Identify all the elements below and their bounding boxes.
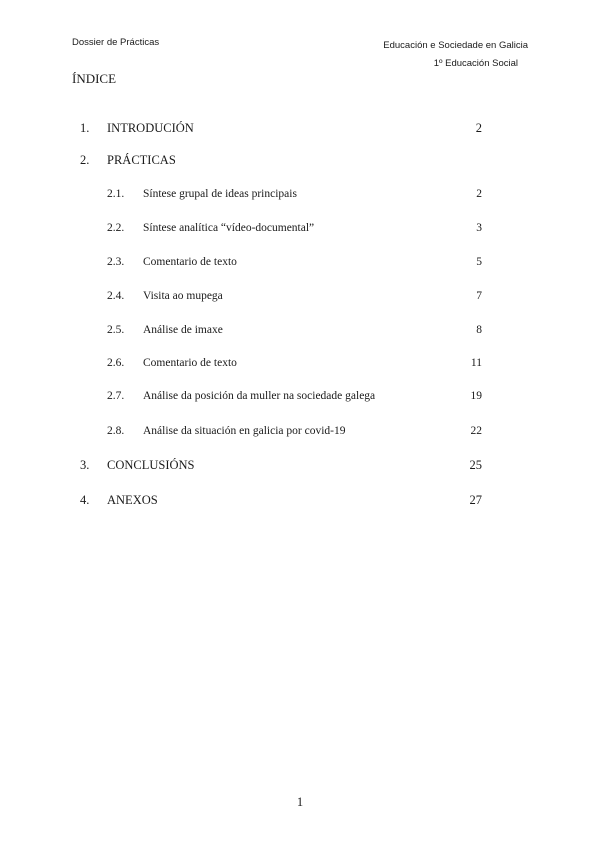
toc-entry-page: 8 bbox=[476, 324, 482, 336]
toc-entry-label: PRÁCTICAS bbox=[107, 153, 176, 167]
page-number: 1 bbox=[296, 795, 304, 809]
toc-entry-label: INTRODUCIÓN bbox=[107, 121, 194, 135]
toc-entry-label: Visita ao mupega bbox=[143, 290, 223, 302]
toc-entry-page: 22 bbox=[470, 425, 482, 437]
toc-entry-page: 5 bbox=[476, 256, 482, 268]
toc-entry-number: 4. bbox=[80, 493, 90, 507]
toc-entry-label: Comentario de texto bbox=[143, 357, 237, 369]
toc-title: ÍNDICE bbox=[72, 71, 117, 86]
toc-entry-page: 2 bbox=[476, 188, 482, 200]
toc-entry-number: 2.8. bbox=[107, 425, 125, 437]
toc-entry-number: 2.7. bbox=[107, 390, 125, 402]
toc-entry-label: Análise de imaxe bbox=[143, 324, 223, 336]
toc-entry-label: ANEXOS bbox=[107, 493, 158, 507]
toc-entry-label: CONCLUSIÓNS bbox=[107, 458, 195, 472]
toc-entry-page: 3 bbox=[476, 222, 482, 234]
toc-entry-page: 2 bbox=[475, 121, 482, 135]
toc-entry-number: 2.6. bbox=[107, 357, 125, 369]
toc-entry-label: Síntese grupal de ideas principais bbox=[143, 188, 297, 200]
toc-entry-label: Análise da posición da muller na sociedade galega bbox=[143, 390, 376, 402]
toc-entry-page: 25 bbox=[469, 458, 482, 472]
toc-entry-label: Análise da situación en galicia por covid-19 bbox=[143, 425, 346, 437]
toc-entry-number: 2. bbox=[80, 153, 90, 167]
toc-entry-number: 3. bbox=[80, 458, 90, 472]
toc-entry-page: 27 bbox=[469, 493, 482, 507]
toc-entry-label: Síntese analítica “vídeo-documental” bbox=[143, 222, 315, 234]
toc-entry-number: 2.1. bbox=[107, 188, 125, 200]
toc-entry-label: Comentario de texto bbox=[143, 256, 237, 268]
toc-entry-number: 2.5. bbox=[107, 324, 125, 336]
header-course-title: Educación e Sociedade en Galicia bbox=[383, 40, 528, 51]
toc-entry-number: 1. bbox=[80, 121, 90, 135]
toc-entry-page: 11 bbox=[470, 357, 482, 369]
toc-entry-page: 19 bbox=[470, 390, 482, 402]
toc-entry-number: 2.4. bbox=[107, 290, 125, 302]
running-header-left: Dossier de Prácticas bbox=[72, 37, 160, 48]
toc-entry-page: 7 bbox=[476, 290, 482, 302]
toc-entry-number: 2.3. bbox=[107, 256, 125, 268]
toc-entry-number: 2.2. bbox=[107, 222, 125, 234]
header-course-year: 1º Educación Social bbox=[433, 58, 518, 69]
